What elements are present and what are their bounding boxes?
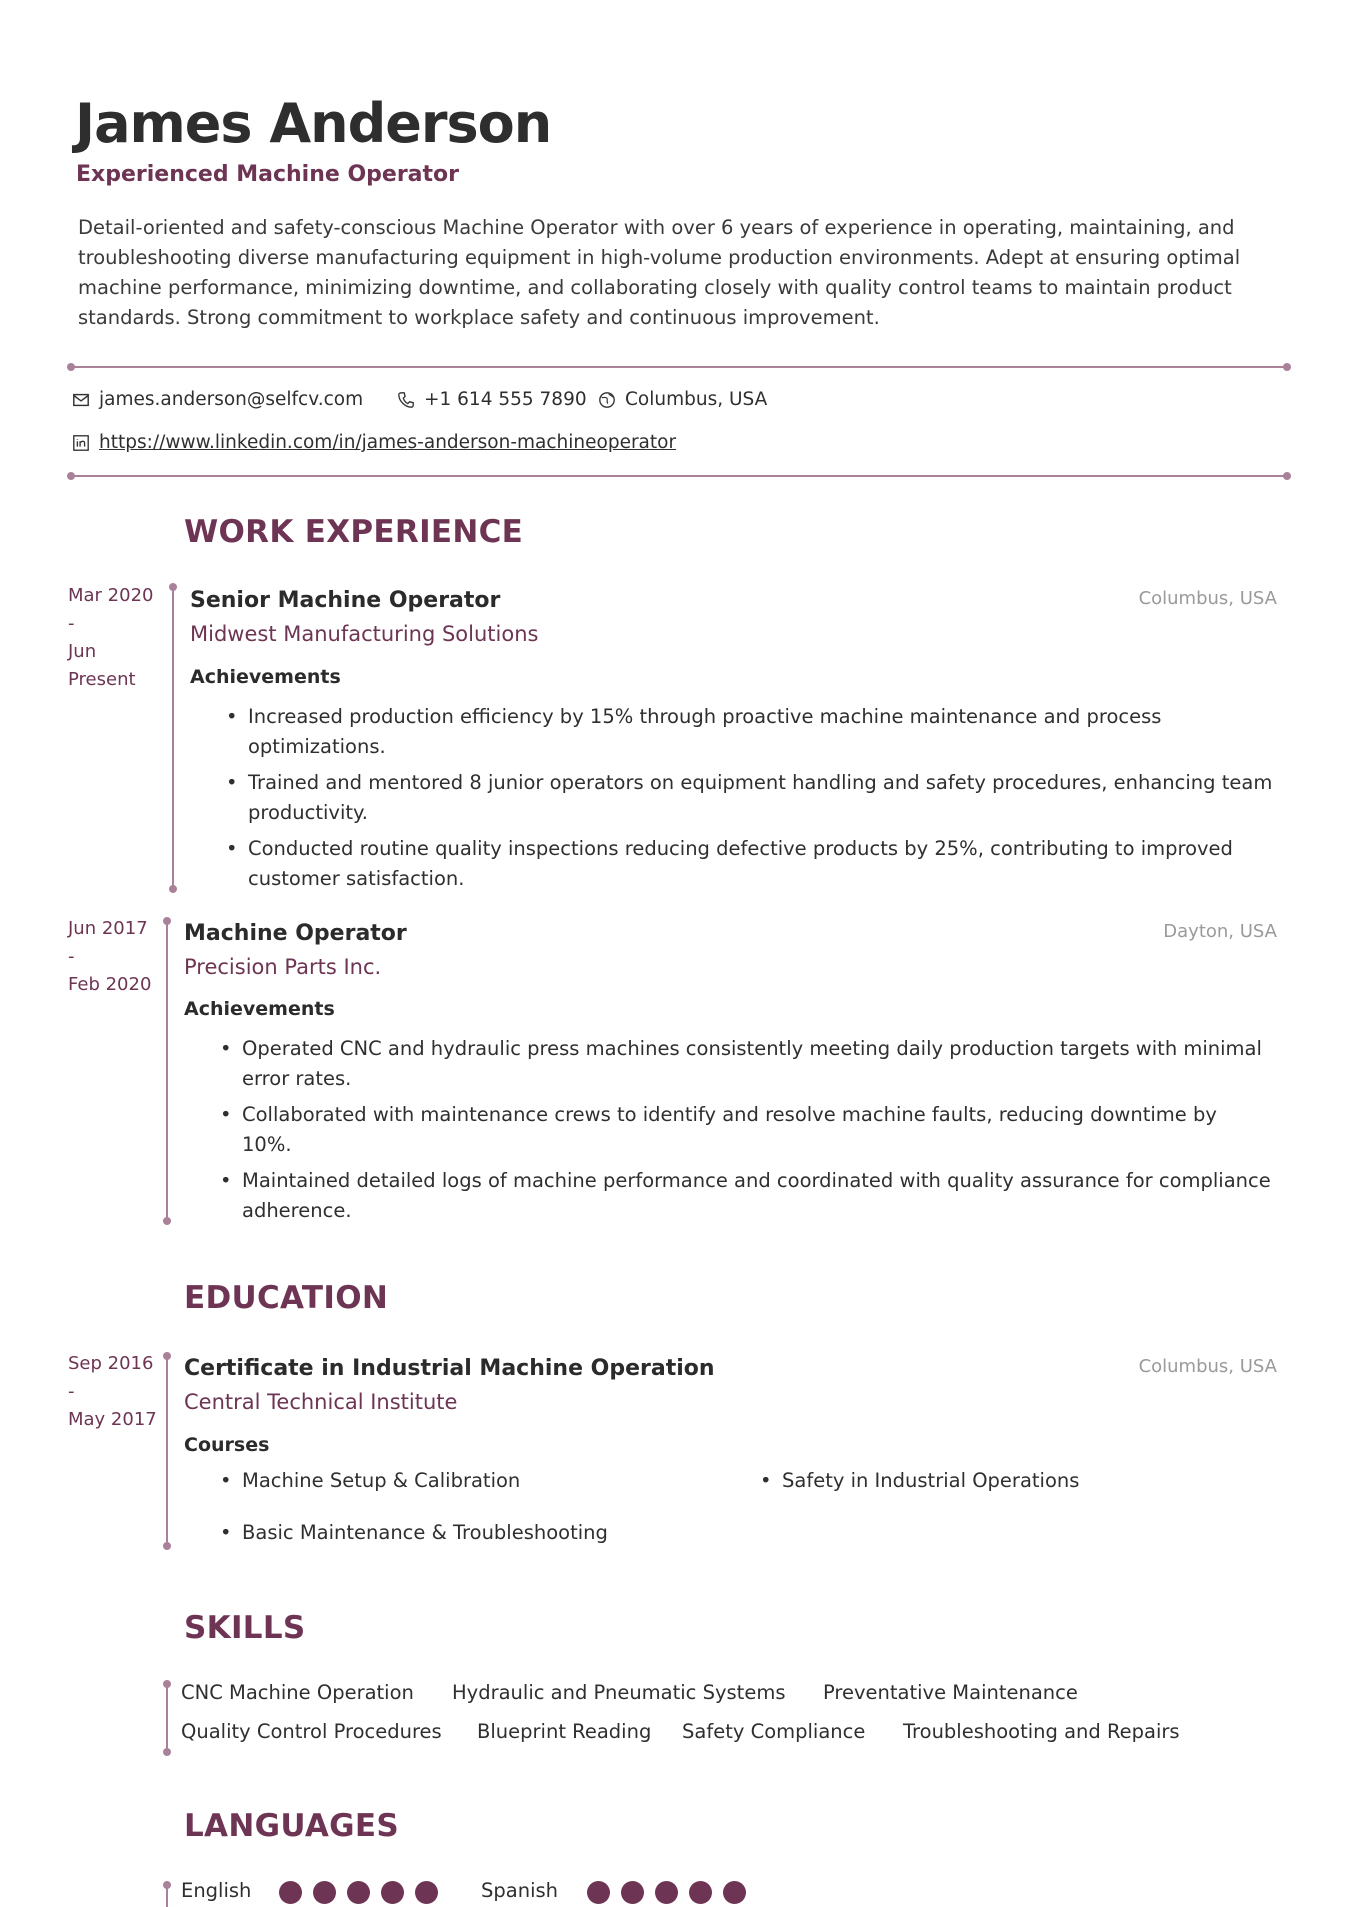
languages-timeline [166, 1884, 168, 1907]
job-1-location: Columbus, USA [1138, 588, 1277, 609]
education-timeline [166, 1355, 168, 1547]
bottom-divider [71, 475, 1287, 477]
job-1-company: Midwest Manufacturing Solutions [190, 622, 539, 646]
proficiency-dot [655, 1881, 678, 1904]
job-1-timeline [172, 586, 174, 890]
skill-item: Quality Control Procedures [181, 1720, 442, 1743]
list-item: • Trained and mentored 8 junior operators on equipment handling and safety procedures, enhancing team productivity. [218, 768, 1278, 828]
skill-item: CNC Machine Operation [181, 1681, 414, 1704]
language-spanish: Spanish [481, 1879, 559, 1902]
list-item: • Increased production efficiency by 15% through proactive machine maintenance and process optimizations. [218, 702, 1278, 762]
summary-paragraph: Detail-oriented and safety-conscious Machine Operator with over 6 years of experience in operating, maintaining, and troubleshooting diverse manufacturing equipment in high-volume production environments. Adept at ensuring optimal machine performance, minimizing downtime, and collaborating closely with quality control teams to maintain product standards. Strong commitment to workplace safety and continuous improvement. [78, 216, 1241, 329]
job-2-achievements [212, 1034, 1272, 1232]
skill-item: Safety Compliance [682, 1720, 866, 1743]
phone-text: +1 614 555 7890 [424, 389, 587, 410]
phone-icon [397, 391, 415, 409]
languages-heading: LANGUAGES [184, 1808, 399, 1844]
linkedin-link[interactable]: https://www.linkedin.com/in/james-anderson-machineoperator [99, 432, 677, 453]
education-heading: EDUCATION [184, 1280, 389, 1316]
course-item: • Safety in Industrial Operations [752, 1469, 1079, 1492]
language-english: English [181, 1879, 252, 1902]
job-1-dates: Mar 2020 - Jun Present [68, 585, 154, 690]
contact-email[interactable] [72, 389, 363, 410]
proficiency-dot [347, 1881, 370, 1904]
globe-icon [598, 391, 616, 409]
work-experience-heading: WORK EXPERIENCE [184, 514, 524, 550]
proficiency-dot [723, 1881, 746, 1904]
job-2-location: Dayton, USA [1163, 921, 1277, 942]
contact-location [598, 389, 767, 410]
envelope-icon [72, 391, 90, 409]
courses-label: Courses [184, 1434, 270, 1456]
email-text: james.anderson@selfcv.com [99, 389, 364, 410]
job-2-dates: Jun 2017 - Feb 2020 [68, 918, 152, 995]
language-spanish-level [587, 1881, 746, 1904]
job-1-role: Senior Machine Operator [190, 588, 501, 613]
skill-item: Troubleshooting and Repairs [903, 1720, 1180, 1743]
contact-phone[interactable] [397, 389, 587, 410]
proficiency-dot [621, 1881, 644, 1904]
proficiency-dot [415, 1881, 438, 1904]
education-dates: Sep 2016 - May 2017 [68, 1353, 157, 1430]
job-1-achievements-label: Achievements [190, 666, 341, 688]
proficiency-dot [689, 1881, 712, 1904]
linkedin-icon [72, 434, 90, 452]
job-2-achievements-label: Achievements [184, 998, 335, 1020]
job-2-timeline [166, 920, 168, 1222]
contact-linkedin[interactable] [72, 432, 676, 453]
course-item: • Basic Maintenance & Troubleshooting [212, 1521, 608, 1544]
skill-item: Blueprint Reading [477, 1720, 652, 1743]
skills-heading: SKILLS [184, 1610, 306, 1646]
top-divider [71, 366, 1287, 368]
skills-timeline [166, 1683, 168, 1753]
skill-item: Hydraulic and Pneumatic Systems [452, 1681, 786, 1704]
course-item: • Machine Setup & Calibration [212, 1469, 520, 1492]
list-item: • Collaborated with maintenance crews to identify and resolve machine faults, reducing downtime by 10%. [212, 1100, 1272, 1160]
list-item: • Maintained detailed logs of machine performance and coordinated with quality assurance for compliance adherence. [212, 1166, 1272, 1226]
language-english-level [279, 1881, 438, 1904]
education-location: Columbus, USA [1138, 1356, 1277, 1377]
education-school: Central Technical Institute [184, 1390, 458, 1414]
list-item: • Operated CNC and hydraulic press machines consistently meeting daily production targets with minimal error rates. [212, 1034, 1272, 1094]
job-2-role: Machine Operator [184, 921, 407, 946]
job-2-company: Precision Parts Inc. [184, 955, 382, 979]
job-1-achievements [218, 702, 1278, 900]
proficiency-dot [279, 1881, 302, 1904]
location-text: Columbus, USA [625, 389, 768, 410]
proficiency-dot [313, 1881, 336, 1904]
proficiency-dot [381, 1881, 404, 1904]
skill-item: Preventative Maintenance [823, 1681, 1078, 1704]
proficiency-dot [587, 1881, 610, 1904]
resume-headline: Experienced Machine Operator [76, 162, 460, 187]
resume-name: James Anderson [75, 92, 552, 155]
education-degree: Certificate in Industrial Machine Operation [184, 1356, 715, 1381]
list-item: • Conducted routine quality inspections reducing defective products by 25%, contributing to improved customer satisfaction. [218, 834, 1278, 894]
